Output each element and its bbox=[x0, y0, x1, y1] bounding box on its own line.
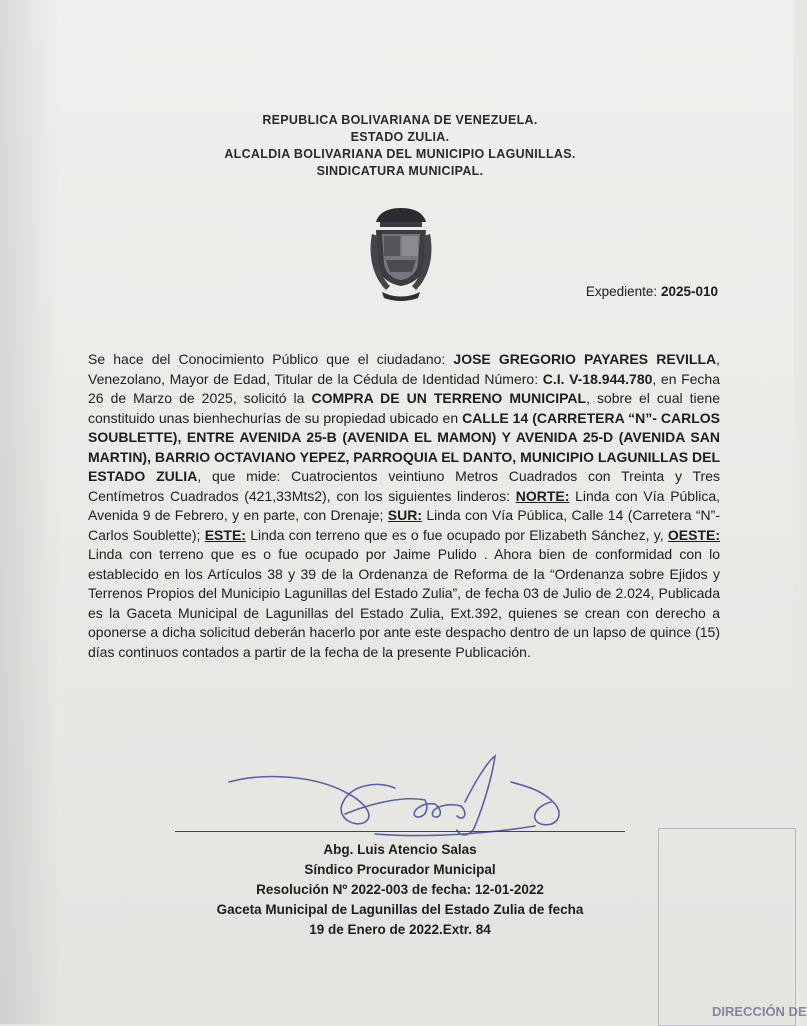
boundary-west-label: OESTE: bbox=[667, 526, 720, 543]
boundary-south: Linda con Vía Pública, Calle 14 (Carretera “N”- Carlos Soublette); bbox=[88, 507, 720, 543]
boundary-west: Linda con terreno que es o fue ocupado por Jaime Pulido . Ahora bien de conformidad con lo establecido en los Artículos 38 y 39 de la Ordenanza de Reforma de la “Ordenanza sobre Ejidos y Terrenos Propios del Municipio Lagunillas del Estado Zulia”, de fecha 03 de Julio de 2.024, Publicada es la Gaceta Municipal de Lagunillas del Estado Zulia, Ext.392, quienes se crean con derecho a oponerse a dicha solicitud deberán hacerlo por ante este despacho dentro de un lapso de quince (15) días continuos contados a partir de la fecha de la presente Publicación. bbox=[88, 546, 720, 660]
document-header bbox=[120, 112, 680, 180]
signer-resolution: Resolución Nº 2022-003 de fecha: 12-01-2022 bbox=[256, 882, 544, 897]
citizen-name: JOSE GREGORIO PAYARES REVILLA bbox=[453, 351, 717, 367]
expediente-value: 2025-010 bbox=[660, 284, 718, 299]
body-text: , Venezolano, Mayor de Edad, Titular de la Cédula de Identidad Número: bbox=[88, 351, 720, 387]
expediente-label: Expediente: bbox=[585, 284, 658, 299]
stamp-box bbox=[658, 828, 796, 1026]
expediente-number bbox=[520, 284, 718, 299]
citizen-id: C.I. V-18.944.780 bbox=[542, 370, 653, 387]
stamp-text: DIRECCIÓN DE bbox=[712, 1004, 807, 1019]
body-text: , que mide: Cuatrocientos veintiuno Metros Cuadrados con Treinta y Tres Centímetros Cuadrados (421,33Mts2), con los siguientes linderos: bbox=[88, 468, 720, 504]
header-line-alcaldia: ALCALDIA BOLIVARIANA DEL MUNICIPIO LAGUNILLAS. bbox=[224, 147, 576, 161]
municipal-seal-icon bbox=[366, 204, 436, 302]
boundary-north-label: NORTE: bbox=[515, 487, 570, 504]
notice-body bbox=[88, 350, 720, 662]
page-shadow bbox=[0, 0, 60, 1024]
header-line-republic: REPUBLICA BOLIVARIANA DE VENEZUELA. bbox=[262, 113, 538, 127]
request-type: COMPRA DE UN TERRENO MUNICIPAL bbox=[311, 390, 587, 406]
boundary-east: Linda con terreno que es o fue ocupado por Elizabeth Sánchez, y, bbox=[245, 526, 668, 543]
body-text: , sobre el cual tiene constituido unas bienhechurías de su propiedad ubicado en bbox=[88, 390, 720, 426]
signer-name: Abg. Luis Atencio Salas bbox=[323, 842, 477, 857]
body-text: , en Fecha 26 de Marzo de 2025, solicitó la bbox=[88, 370, 721, 406]
boundary-north: Linda con Vía Pública, Avenida 9 de Febrero, y en parte, con Drenaje; bbox=[88, 487, 720, 523]
signer-block bbox=[150, 840, 650, 940]
signature-line bbox=[175, 831, 625, 832]
property-address: CALLE 14 (CARRETERA “N”- CARLOS SOUBLETTE), ENTRE AVENIDA 25-B (AVENIDA EL MAMON) Y AVENIDA 25-D (AVENIDA SAN MARTIN), BARRIO OCTAVIANO YEPEZ, PARROQUIA EL DANTO, MUNICIPIO LAGUNILLAS DEL ESTADO ZULIA bbox=[88, 409, 720, 484]
body-text: Se hace del Conocimiento Público que el ciudadano: bbox=[88, 351, 454, 367]
signer-title: Síndico Procurador Municipal bbox=[304, 862, 496, 877]
signer-gaceta: Gaceta Municipal de Lagunillas del Estado Zulia de fecha bbox=[216, 902, 584, 917]
header-line-sindicatura: SINDICATURA MUNICIPAL. bbox=[316, 164, 484, 178]
boundary-south-label: SUR: bbox=[387, 507, 423, 523]
signer-gaceta-date: 19 de Enero de 2022.Extr. 84 bbox=[309, 922, 491, 937]
header-line-state: ESTADO ZULIA. bbox=[350, 130, 450, 144]
boundary-east-label: ESTE: bbox=[204, 526, 246, 543]
handwritten-signature bbox=[225, 742, 585, 852]
